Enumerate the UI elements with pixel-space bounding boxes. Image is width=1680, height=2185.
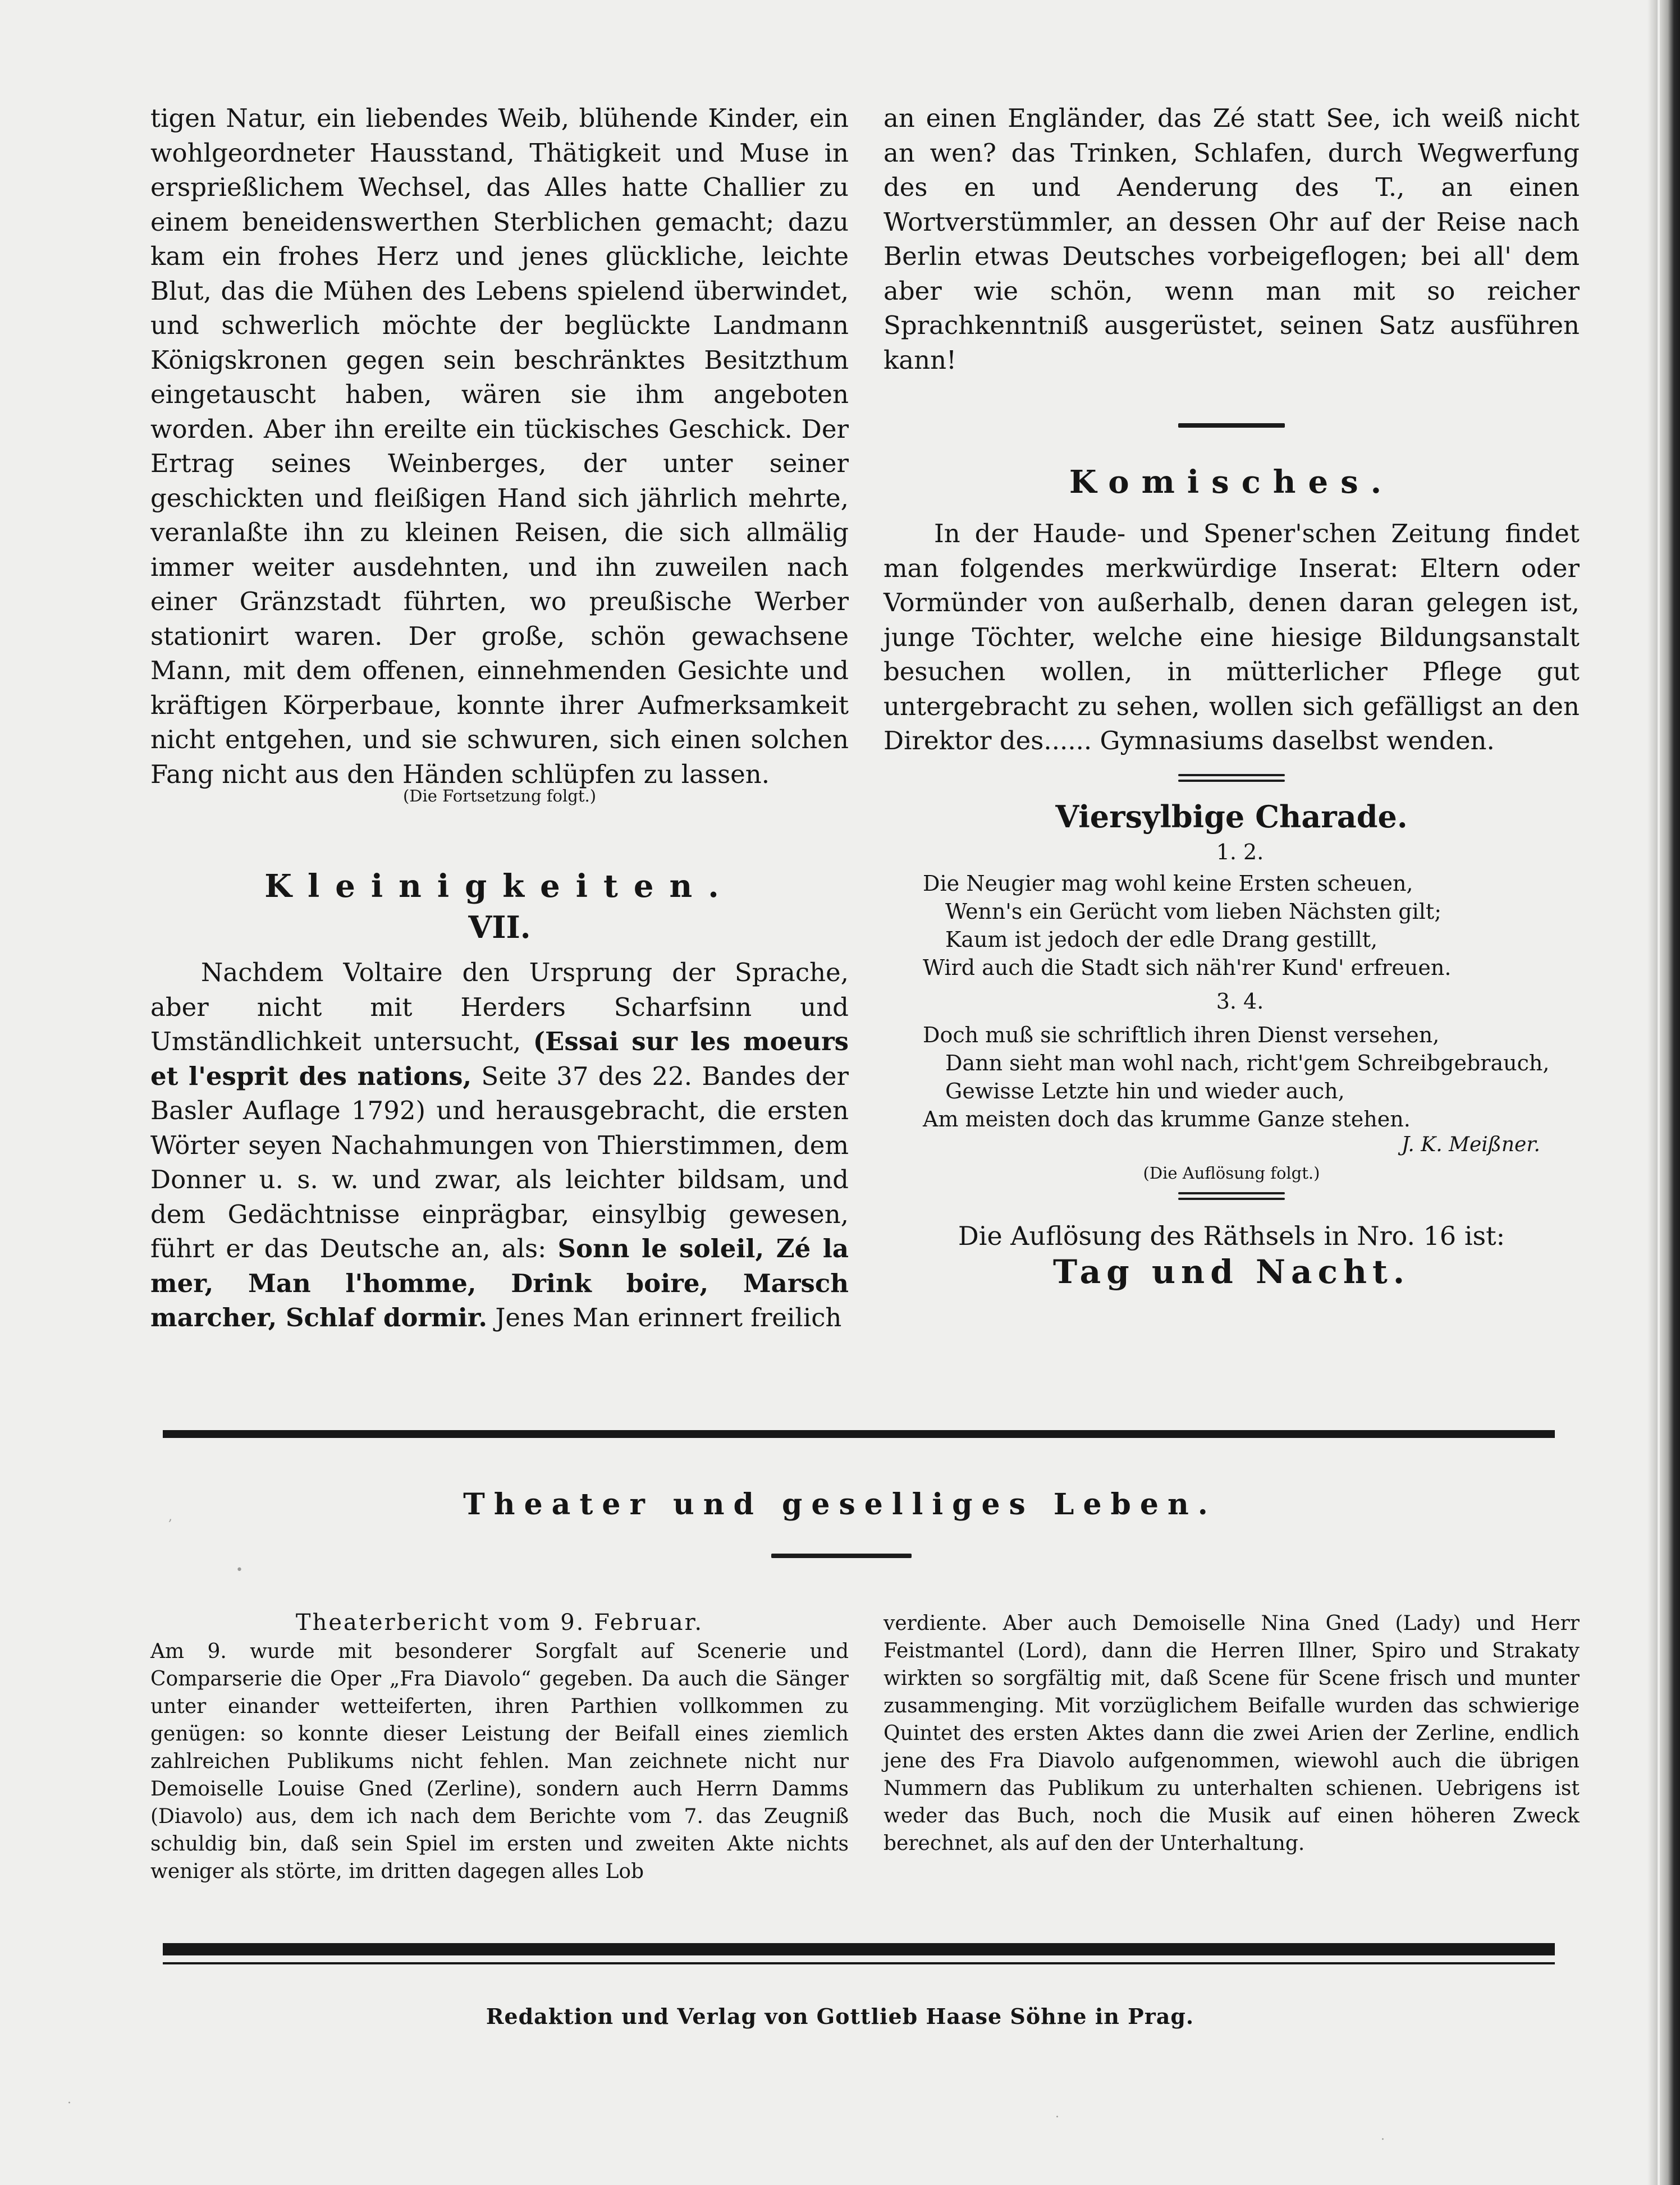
scan-speck: · [1381, 2133, 1385, 2147]
charade-verse [884, 838, 1580, 1133]
footer-rule-thin [163, 1962, 1555, 1964]
divider [1178, 423, 1285, 428]
scan-speck: · [1055, 2110, 1059, 2124]
divider [771, 1554, 912, 1558]
right-column [884, 101, 1580, 1292]
voltaire-text-1: Nachdem Voltaire den Ursprung der Sprache, aber nicht mit Herders Scharfsinn und Umständlichkeit untersucht, [150, 958, 849, 1056]
theater-left-column [150, 1610, 849, 1885]
komisches-title: Komisches. [1069, 464, 1394, 501]
scan-speck: • [236, 1563, 243, 1577]
charade-part-label: 3. 4. [1216, 988, 1264, 1014]
voltaire-citation: (Essai sur les moeurs et l'esprit des nations, [150, 1027, 849, 1091]
charade-line: Am meisten doch das krumme Ganze stehen. [923, 1106, 1411, 1132]
theater-report-title: Theaterbericht vom 9. Februar. [295, 1610, 704, 1636]
riddle-answer-text: Tag und Nacht. [1052, 1252, 1411, 1291]
riddle-answer-intro: Die Auflösung des Räthsels in Nro. 16 ist: [958, 1220, 1505, 1251]
kleinigkeiten-title: Kleinigkeiten. [264, 868, 735, 905]
charade-line: Gewisse Letzte hin und wieder auch, [945, 1078, 1345, 1103]
riddle-answer [884, 1254, 1580, 1292]
voltaire-word-examples: Sonn le soleil, Zé la mer, Man l'homme, Drink boire, Marsch marcher, Schlaf dormir. [150, 1234, 849, 1332]
charade-author: J. K. Meißner. [1401, 1133, 1540, 1156]
story-continuation-paragraph: tigen Natur, ein liebendes Weib, blühende Kinder, ein wohlgeordneter Hausstand, Thätigkeit und Muse in ersprießlichem Wechsel, das Alles hatte Challier zu einem beneidenswerthen Sterblichen gemacht; dazu kam ein frohes Herz und jenes glückliche, leichte Blut, das die Mühen des Lebens spielend überwindet, und schwerlich möchte der beglückte Landmann Königskronen gegen sein beschränktes Besitzthum eingetauscht haben, wären sie ihm angeboten worden. Aber ihn ereilte ein tückisches Geschick. Der Ertrag seines Weinberges, der unter seiner geschickten und fleißigen Hand sich jährlich mehrte, veranlaßte ihn zu kleinen Reisen, die sich allmälig immer weiter ausdehnten, und ihn zuweilen nach einer Gränzstadt führten, wo preußische Werber stationirt waren. Der große, schön gewachsene Mann, mit dem offenen, einnehmenden Gesichte und kräftigen Körperbaue, konnte ihrer Aufmerksamkeit nicht entgehen, und sie schwuren, sich einen solchen Fang nicht aus den Händen schlüpfen zu lassen. [150, 103, 849, 789]
footer-rule [163, 1943, 1555, 1955]
theater-section-title: Theater und geselliges Leben. [463, 1487, 1217, 1522]
theater-report-right: verdiente. Aber auch Demoiselle Nina Gned (Lady) und Herr Feistmantel (Lord), dann die Herren Illner, Spiro und Strakaty wirkten so sorgfältig mit, daß Scene für Scene frisch und munter zusammenging. Mit vorzüglichem Beifalle wurden das schwierige Quintet des ersten Aktes dann die zwei Arien der Zerline, endlich jene des Fra Diavolo aufgenommen, wiewohl auch die übrigen Nummern das Publikum zu unterhalten schienen. Uebrigens ist weder das Buch, noch die Musik auf einen höheren Zweck berechnet, als auf den der Unterhaltung. [884, 1612, 1580, 1855]
charade-line: Kaum ist jedoch der edle Drang gestillt, [945, 927, 1378, 952]
left-column [150, 101, 849, 1335]
voltaire-paragraph [150, 955, 849, 1335]
footer-imprint: Redaktion und Verlag von Gottlieb Haase Söhne in Prag. [486, 2004, 1194, 2029]
charade-line: Die Neugier mag wohl keine Ersten scheuen, [923, 871, 1413, 896]
charade-line: Wenn's ein Gerücht vom lieben Nächsten gilt; [945, 899, 1442, 924]
charade-note: (Die Auflösung folgt.) [1143, 1163, 1320, 1183]
voltaire-text-2: Seite 37 des 22. Bandes der Basler Auflage 1792) und herausgebracht, die ersten Wörter seyen Nachahmungen von Thierstimmen, dem Donner u. s. w. und zwar, als leichter bildsam, und dem Gedächtnisse einprägbar, einsylbig gewesen, führt er das Deutsche an, als: [150, 1061, 849, 1263]
continuation-note: (Die Fortsetzung folgt.) [402, 786, 597, 805]
charade-line: Dann sieht man wohl nach, richt'gem Schreibgebrauch, [945, 1050, 1550, 1075]
section-rule [163, 1430, 1555, 1438]
scan-speck: · [67, 2096, 71, 2110]
theater-right-column [884, 1610, 1580, 1857]
komisches-paragraph: In der Haude- und Spener'schen Zeitung findet man folgendes merkwürdige Inserat: Eltern oder Vormünder von außerhalb, denen daran gelegen ist, junge Töchter, welche eine hiesige Bildungsanstalt besuchen wollen, in mütterlicher Pflege gut untergebracht zu sehen, wollen sich gefälligst an den Direktor des...... Gymnasiums daselbst wenden. [884, 519, 1580, 755]
scan-speck: , [168, 1510, 172, 1524]
section-number: VII. [468, 909, 531, 945]
charade-part-label: 1. 2. [1216, 839, 1264, 864]
theater-report-left: Am 9. wurde mit besonderer Sorgfalt auf Scenerie und Comparserie die Oper „Fra Diavolo“ gegeben. Da auch die Sänger unter einander wetteiferten, ihren Parthien vollkommen zu genügen: so konnte dieser Leistung der Beifall eines ziemlich zahlreichen Publikums nicht fehlen. Man zeichnete nicht nur Demoiselle Louise Gned (Zerline), sondern auch Herrn Damms (Diavolo) aus, dem ich nach dem Berichte vom 7. das Zeugniß schuldig bin, daß sein Spiel im ersten und zweiten Akte nichts weniger als störte, im dritten dagegen alles Lob [150, 1640, 849, 1883]
page-edge-shadow [1647, 0, 1658, 2185]
charade-title: Viersylbige Charade. [1055, 798, 1408, 835]
voltaire-text-3: Jenes Man erinnert freilich [487, 1303, 842, 1332]
charade-line: Doch muß sie schriftlich ihren Dienst versehen, [923, 1022, 1440, 1047]
charade-line: Wird auch die Stadt sich näh'rer Kund' erfreuen. [923, 955, 1452, 980]
voltaire-continuation: an einen Engländer, das Zé statt See, ich weiß nicht an wen? das Trinken, Schlafen, durch Wegwerfung des en und Aenderung des T., an einen Wortverstümmler, an dessen Ohr auf der Reise nach Berlin etwas Deutsches vorbeigeflogen; bei all' dem aber wie schön, wenn man mit so reicher Sprachkenntniß ausgerüstet, seinen Satz ausführen kann! [884, 103, 1580, 375]
page-edge [1660, 0, 1680, 2185]
